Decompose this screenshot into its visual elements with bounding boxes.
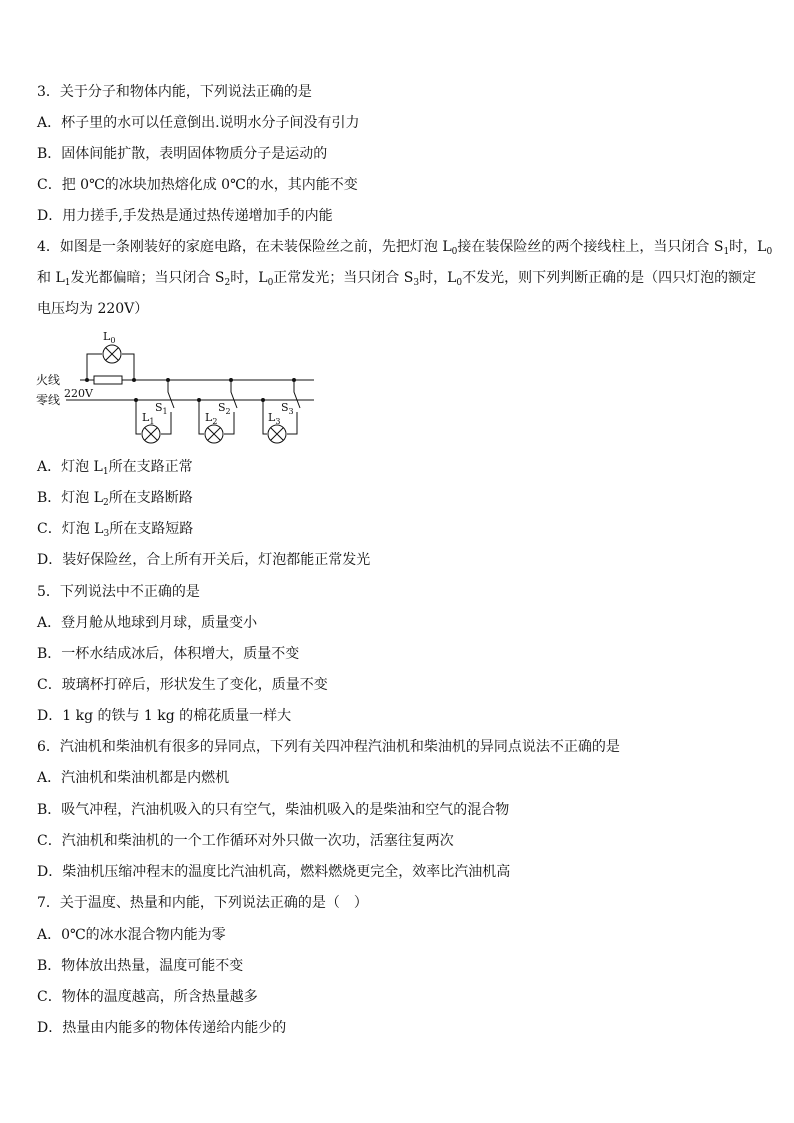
switch1-label: $S_1$: [155, 401, 168, 416]
q5-option-a: A．登月舱从地球到月球，质量变小: [37, 615, 258, 631]
q3-stem: 3．关于分子和物体内能，下列说法正确的是: [37, 84, 312, 100]
q7-option-a: A．0℃的冰水混合物内能为零: [37, 927, 226, 943]
neutral-wire-label: 零线: [36, 393, 61, 407]
junction-dot: [229, 378, 233, 382]
q3-option-b: B．固体间能扩散，表明固体物质分子是运动的: [37, 146, 328, 162]
live-wire-label: 火线: [36, 373, 61, 387]
junction-dot: [166, 378, 170, 382]
q7-option-b: B．物体放出热量，温度可能不变: [37, 958, 244, 974]
q3-option-d: D．用力搓手,手发热是通过热传递增加手的内能: [37, 208, 333, 224]
q4-option-d: D．装好保险丝，合上所有开关后，灯泡都能正常发光: [37, 552, 371, 568]
lamp-l0-icon: [103, 345, 121, 363]
q5-option-b: B．一杯水结成冰后，体积增大，质量不变: [37, 646, 300, 662]
switch-s1: [168, 380, 174, 408]
lamp0-right-lead: [122, 354, 134, 380]
q4-stem-line1: 4．如图是一条刚装好的家庭电路，在未装保险丝之前，先把灯泡 $L_0$接在装保险丝的两个接线柱上，当只闭合 $S_1$时，$L_0$: [37, 239, 773, 257]
q4-stem-line3: 电压均为 220V）: [37, 301, 149, 317]
branch3-left: [263, 400, 267, 434]
lamp-l3-icon: [268, 425, 286, 443]
voltage-label: 220V: [64, 387, 93, 400]
q6-option-c: C．汽油机和柴油机的一个工作循环对外只做一次功，活塞往复两次: [37, 833, 454, 849]
junction-dot: [132, 378, 136, 382]
q6-option-b: B．吸气冲程，汽油机吸入的只有空气，柴油机吸入的是柴油和空气的混合物: [37, 802, 510, 818]
fuse-holder: [94, 376, 122, 384]
q5-stem: 5．下列说法中不正确的是: [37, 584, 200, 600]
switch-s2: [231, 380, 237, 408]
branch1-left: [136, 400, 141, 434]
q4-option-a: A．灯泡 $L_1$所在支路正常: [37, 459, 193, 477]
switch2-label: $S_2$: [218, 401, 231, 416]
q7-option-c: C．物体的温度越高，所含热量越多: [37, 989, 258, 1005]
switch3-label: $S_3$: [281, 401, 294, 416]
q4-stem-line2: 和 $L_1$发光都偏暗；当只闭合 $S_2$时，$L_0$正常发光；当只闭合 $S_3$时，$L_0$不发光，则下列判断正确的是（四只灯泡的额定: [37, 270, 757, 288]
switch-s3: [294, 380, 300, 408]
q7-stem: 7．关于温度、热量和内能，下列说法正确的是（ ）: [37, 895, 368, 911]
circuit-diagram: [30, 328, 330, 450]
q6-stem: 6．汽油机和柴油机有很多的异同点，下列有关四冲程汽油机和柴油机的异同点说法不正确的是: [37, 739, 620, 755]
q4-option-b: B．灯泡 $L_2$所在支路断路: [37, 490, 193, 508]
junction-dot: [292, 378, 296, 382]
lamp3-label: $L_3$: [268, 411, 281, 426]
q3-option-a: A．杯子里的水可以任意倒出.说明水分子间没有引力: [37, 115, 360, 131]
q5-option-d: D．1 kg 的铁与 1 kg 的棉花质量一样大: [37, 708, 292, 724]
junction-dot: [85, 378, 89, 382]
q3-option-c: C．把 0℃的冰块加热熔化成 0℃的水，其内能不变: [37, 177, 358, 193]
q5-option-c: C．玻璃杯打碎后，形状发生了变化，质量不变: [37, 677, 328, 693]
q6-option-a: A．汽油机和柴油机都是内燃机: [37, 770, 230, 786]
q4-option-c: C．灯泡 $L_3$所在支路短路: [37, 521, 194, 539]
q7-option-d: D．热量由内能多的物体传递给内能少的: [37, 1020, 287, 1036]
q6-option-d: D．柴油机压缩冲程末的温度比汽油机高，燃料燃烧更完全，效率比汽油机高: [37, 864, 511, 880]
branch2-left: [199, 400, 204, 434]
junction-dot: [261, 398, 265, 402]
junction-dot: [197, 398, 201, 402]
lamp0-label: $L_0$: [103, 330, 116, 345]
lamp2-label: $L_2$: [205, 411, 218, 426]
lamp-l2-icon: [205, 425, 223, 443]
lamp1-label: $L_1$: [142, 411, 155, 426]
junction-dot: [134, 398, 138, 402]
lamp-l1-icon: [142, 425, 160, 443]
